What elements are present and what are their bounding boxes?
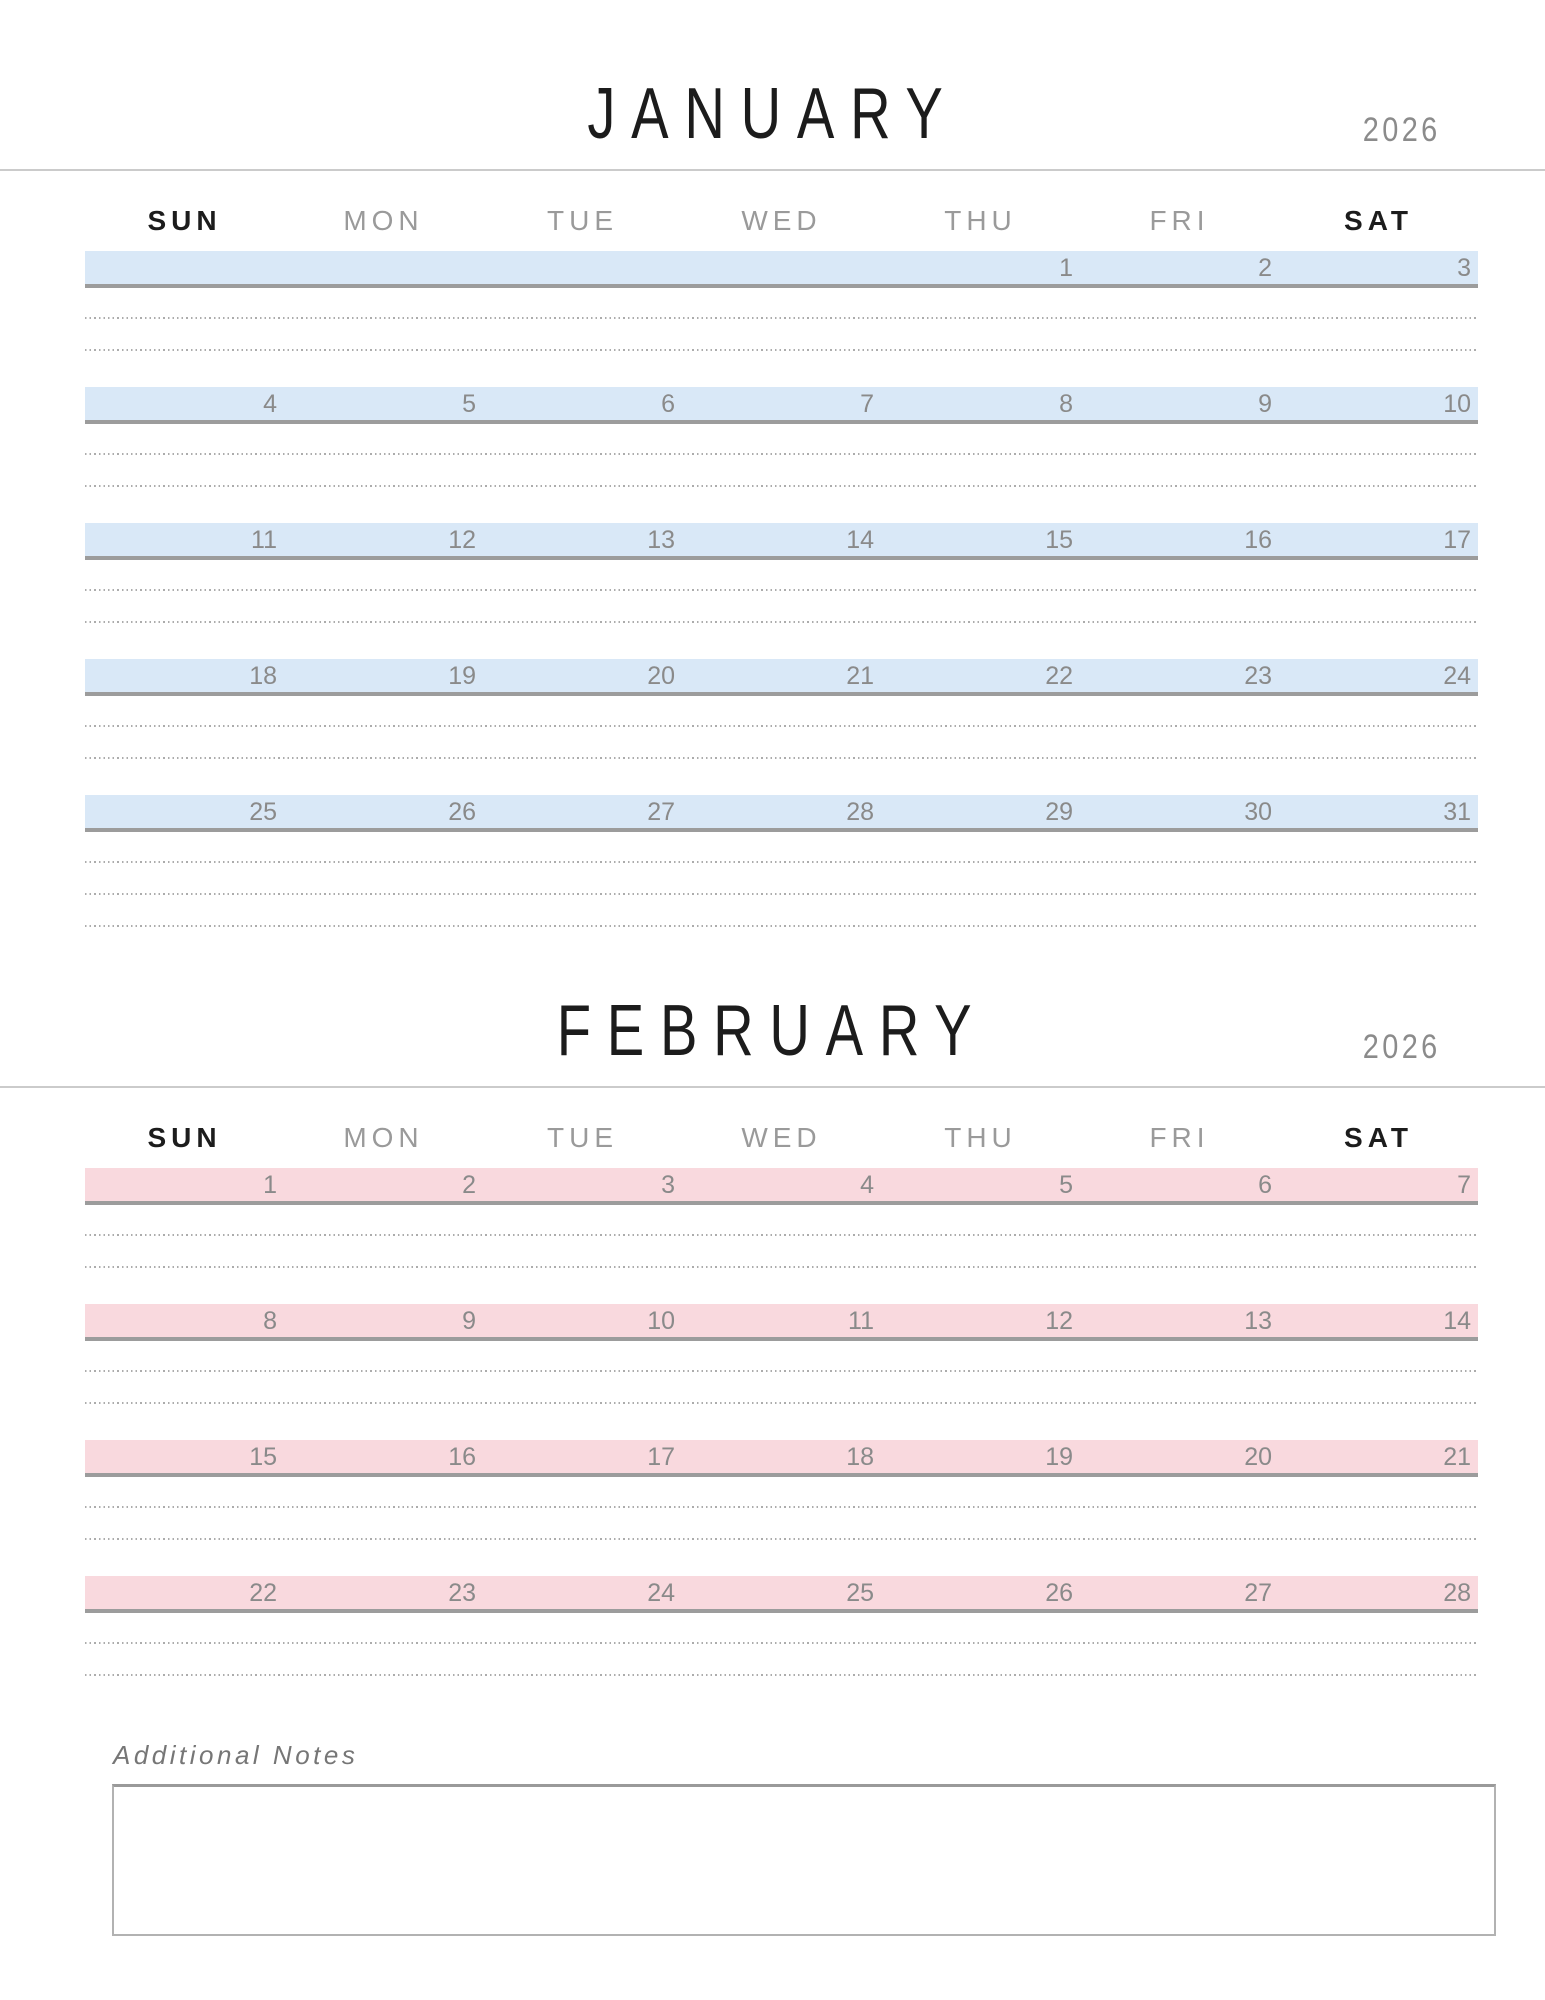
date-cell: 30	[1244, 798, 1272, 826]
month-title	[0, 991, 1545, 1071]
week-row	[85, 1304, 1478, 1440]
weekday-header-wed: WED	[741, 205, 822, 236]
month-title-text: JANUARY	[586, 74, 959, 154]
date-cell: 24	[1443, 662, 1471, 690]
date-cell	[483, 251, 682, 284]
date-cell	[85, 251, 284, 284]
week-date-bar	[85, 795, 1478, 832]
date-cell: 23	[448, 1579, 476, 1607]
year-text: 2026	[1363, 1028, 1441, 1066]
note-line	[85, 757, 1478, 759]
date-cell: 4	[263, 390, 277, 418]
weekday-header-sat: SAT	[1344, 205, 1413, 236]
date-cell: 25	[249, 798, 277, 826]
date-cell: 4	[860, 1171, 874, 1199]
weekday-header-mon: MON	[343, 1122, 424, 1153]
date-cell: 5	[1059, 1171, 1073, 1199]
weekday-header-thu: THU	[944, 205, 1017, 236]
month-title-text: FEBRUARY	[557, 991, 988, 1071]
date-cell: 26	[448, 798, 476, 826]
year-label	[1349, 1029, 1441, 1065]
date-cell: 22	[249, 1579, 277, 1607]
date-cell: 27	[647, 798, 675, 826]
note-line	[85, 1370, 1478, 1372]
weeks-grid	[85, 251, 1478, 931]
date-cell: 13	[1244, 1307, 1272, 1335]
note-line	[85, 589, 1478, 591]
date-cell: 31	[1443, 798, 1471, 826]
additional-notes-box[interactable]	[112, 1784, 1496, 1936]
note-line	[85, 861, 1478, 863]
week-row	[85, 523, 1478, 659]
week-row	[85, 1440, 1478, 1576]
date-cell: 6	[661, 390, 675, 418]
note-line	[85, 317, 1478, 319]
note-line	[85, 1642, 1478, 1644]
date-cell: 12	[448, 526, 476, 554]
date-cell: 21	[846, 662, 874, 690]
note-line	[85, 1674, 1478, 1676]
note-line	[85, 893, 1478, 895]
date-cell	[284, 251, 483, 284]
date-cell: 19	[1045, 1443, 1073, 1471]
date-cell: 10	[647, 1307, 675, 1335]
note-line	[85, 349, 1478, 351]
note-line	[85, 453, 1478, 455]
year-label	[1349, 112, 1441, 148]
date-cell: 18	[249, 662, 277, 690]
date-cell: 7	[1457, 1171, 1471, 1199]
date-cell: 8	[263, 1307, 277, 1335]
note-line	[85, 621, 1478, 623]
header-divider	[0, 169, 1545, 171]
date-cell: 6	[1258, 1171, 1272, 1199]
date-cell: 10	[1443, 390, 1471, 418]
weekday-header-tue: TUE	[547, 1122, 618, 1153]
week-date-bar	[85, 523, 1478, 560]
date-cell: 1	[1059, 254, 1073, 282]
week-date-bar	[85, 251, 1478, 288]
date-cell: 27	[1244, 1579, 1272, 1607]
note-line	[85, 1538, 1478, 1540]
week-row	[85, 1168, 1478, 1304]
date-cell	[682, 251, 881, 284]
weekday-header-row	[85, 1121, 1478, 1155]
note-line	[85, 725, 1478, 727]
date-cell: 18	[846, 1443, 874, 1471]
date-cell: 8	[1059, 390, 1073, 418]
weeks-grid	[85, 1168, 1478, 1712]
week-date-bar	[85, 1304, 1478, 1341]
week-row	[85, 251, 1478, 387]
date-cell: 7	[860, 390, 874, 418]
week-row	[85, 795, 1478, 931]
date-cell: 9	[1258, 390, 1272, 418]
date-cell: 17	[647, 1443, 675, 1471]
date-cell: 23	[1244, 662, 1272, 690]
month-section-february	[0, 917, 1545, 1742]
date-cell: 29	[1045, 798, 1073, 826]
month-section-january	[0, 0, 1545, 917]
date-cell: 9	[462, 1307, 476, 1335]
weekday-header-row	[85, 204, 1478, 238]
date-cell: 14	[846, 526, 874, 554]
date-cell: 25	[846, 1579, 874, 1607]
date-cell: 21	[1443, 1443, 1471, 1471]
year-text: 2026	[1363, 111, 1441, 149]
weekday-header-tue: TUE	[547, 205, 618, 236]
weekday-header-sat: SAT	[1344, 1122, 1413, 1153]
weekday-header-sun: SUN	[147, 1122, 222, 1153]
week-date-bar	[85, 387, 1478, 424]
date-cell: 13	[647, 526, 675, 554]
note-line	[85, 1266, 1478, 1268]
date-cell: 26	[1045, 1579, 1073, 1607]
date-cell: 28	[846, 798, 874, 826]
date-cell: 16	[448, 1443, 476, 1471]
note-line	[85, 485, 1478, 487]
week-date-bar	[85, 659, 1478, 696]
month-title	[0, 74, 1545, 154]
week-row	[85, 1576, 1478, 1712]
date-cell: 2	[462, 1171, 476, 1199]
date-cell: 24	[647, 1579, 675, 1607]
date-cell: 20	[647, 662, 675, 690]
note-line	[85, 1506, 1478, 1508]
date-cell: 11	[251, 526, 277, 554]
additional-notes-label: Additional Notes	[113, 1740, 359, 1770]
week-row	[85, 387, 1478, 523]
header-divider	[0, 1086, 1545, 1088]
date-cell: 19	[448, 662, 476, 690]
date-cell: 28	[1443, 1579, 1471, 1607]
weekday-header-thu: THU	[944, 1122, 1017, 1153]
weekday-header-fri: FRI	[1149, 1122, 1210, 1153]
date-cell: 3	[661, 1171, 675, 1199]
date-cell: 11	[848, 1307, 874, 1335]
week-row	[85, 659, 1478, 795]
weekday-header-wed: WED	[741, 1122, 822, 1153]
weekday-header-sun: SUN	[147, 205, 222, 236]
weekday-header-mon: MON	[343, 205, 424, 236]
week-date-bar	[85, 1168, 1478, 1205]
weekday-header-fri: FRI	[1149, 205, 1210, 236]
date-cell: 17	[1443, 526, 1471, 554]
date-cell: 3	[1457, 254, 1471, 282]
note-line	[85, 1402, 1478, 1404]
date-cell: 12	[1045, 1307, 1073, 1335]
date-cell: 22	[1045, 662, 1073, 690]
date-cell: 2	[1258, 254, 1272, 282]
date-cell: 5	[462, 390, 476, 418]
week-date-bar	[85, 1576, 1478, 1613]
week-date-bar	[85, 1440, 1478, 1477]
date-cell: 1	[263, 1171, 277, 1199]
date-cell: 20	[1244, 1443, 1272, 1471]
date-cell: 15	[249, 1443, 277, 1471]
date-cell: 15	[1045, 526, 1073, 554]
date-cell: 16	[1244, 526, 1272, 554]
note-line	[85, 1234, 1478, 1236]
date-cell: 14	[1443, 1307, 1471, 1335]
